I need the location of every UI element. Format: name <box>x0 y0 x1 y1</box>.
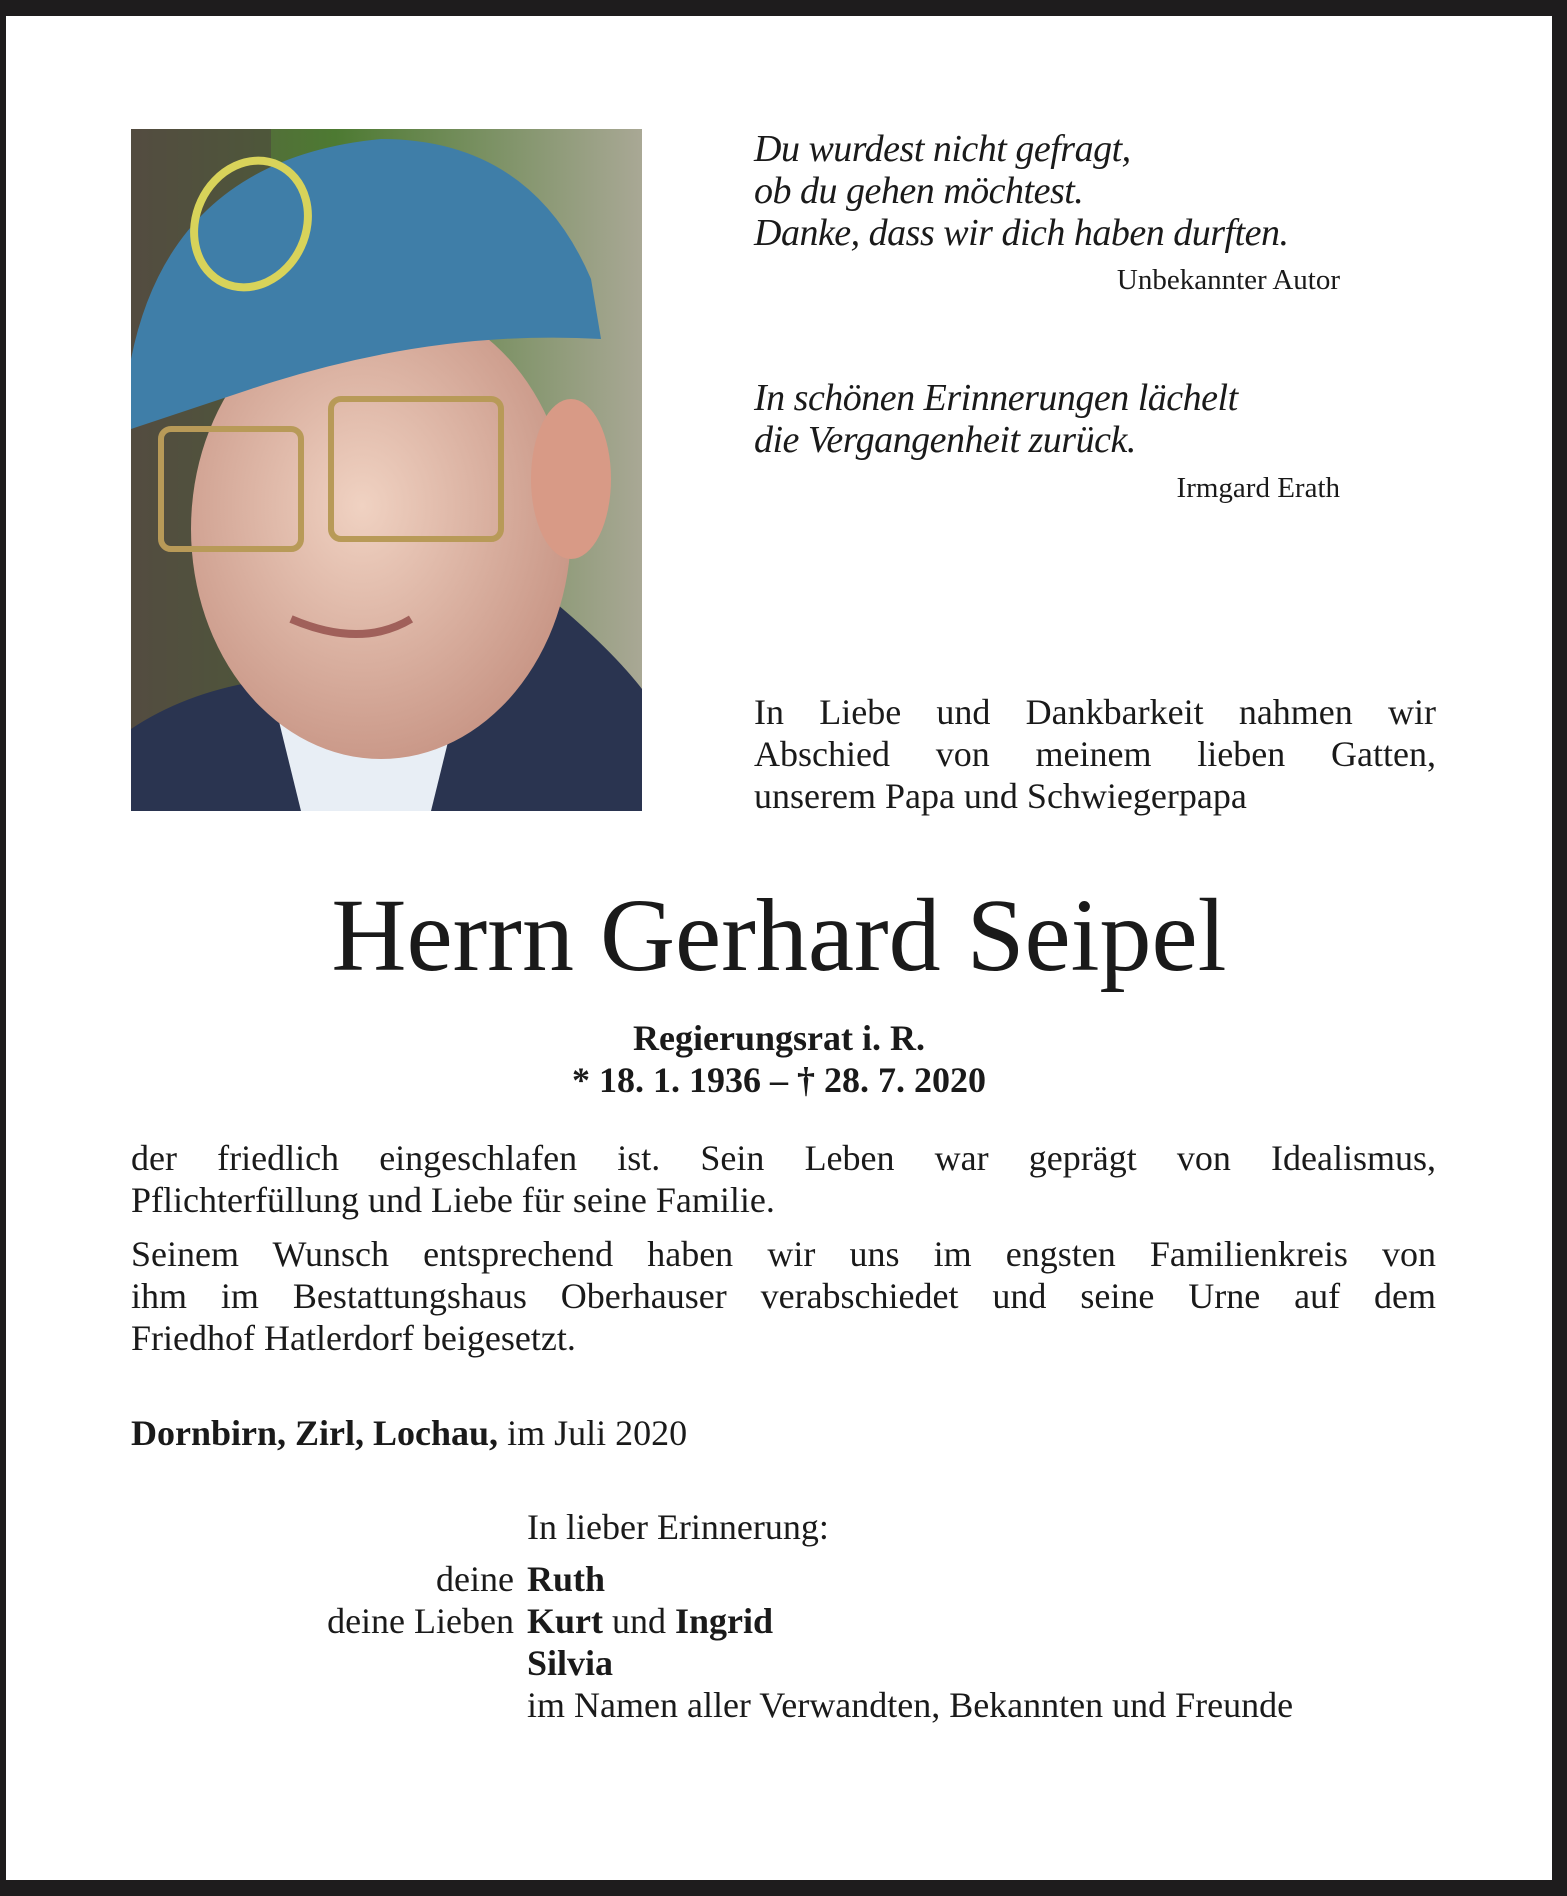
body-p1-line-1: der friedlich eingeschlafen ist. Sein Leben war geprägt von Idealismus, <box>131 1138 1436 1178</box>
mourner-label-1: deine <box>436 1559 514 1599</box>
place-date <box>131 1412 687 1454</box>
deceased-name: Herrn Gerhard Seipel <box>331 878 1227 993</box>
mourner-name-kurt: Kurt <box>527 1601 603 1641</box>
quote-2-line-1: In schönen Erinnerungen lächelt <box>754 377 1238 419</box>
deceased-title: Regierungsrat i. R. <box>633 1018 925 1058</box>
mourners-heading: In lieber Erinnerung: <box>527 1507 829 1547</box>
mourners-closing: im Namen aller Verwandten, Bekannten und Freunde <box>527 1685 1294 1725</box>
quote-1-line-2: ob du gehen möchtest. <box>754 170 1084 212</box>
quote-1-line-1: Du wurdest nicht gefragt, <box>754 128 1131 170</box>
body-p1-line-2: Pflichterfüllung und Liebe für seine Familie. <box>131 1180 775 1220</box>
mourner-name-ingrid: Ingrid <box>675 1601 774 1641</box>
intro-line-2: Abschied von meinem lieben Gatten, <box>754 734 1436 774</box>
date: im Juli 2020 <box>507 1413 688 1453</box>
quote-2-line-2: die Vergangenheit zurück. <box>754 419 1136 461</box>
intro-line-1: In Liebe und Dankbarkeit nahmen wir <box>754 692 1436 732</box>
mourner-name-silvia: Silvia <box>527 1643 614 1683</box>
obituary-page <box>6 16 1552 1880</box>
body-p2-line-3: Friedhof Hatlerdorf beigesetzt. <box>131 1318 576 1358</box>
portrait-photo <box>131 129 642 811</box>
body-p2-line-1: Seinem Wunsch entsprechend haben wir uns im engsten Familienkreis von <box>131 1234 1436 1274</box>
life-dates: * 18. 1. 1936 – † 28. 7. 2020 <box>572 1060 986 1100</box>
quote-1-line-3: Danke, dass wir dich haben durften. <box>754 212 1289 254</box>
mourner-name-ruth: Ruth <box>527 1559 606 1599</box>
body-p2-line-2: ihm im Bestattungshaus Oberhauser verabschiedet und seine Urne auf dem <box>131 1276 1436 1316</box>
joiner: und <box>612 1601 666 1641</box>
mourner-label-2: deine Lieben <box>327 1601 514 1641</box>
quote-2-author: Irmgard Erath <box>1176 472 1340 504</box>
intro-line-3: unserem Papa und Schwiegerpapa <box>754 776 1247 816</box>
mourner-names-2 <box>527 1600 773 1642</box>
towns: Dornbirn, Zirl, Lochau, <box>131 1413 499 1453</box>
quote-1-author: Unbekannter Autor <box>1116 264 1340 296</box>
